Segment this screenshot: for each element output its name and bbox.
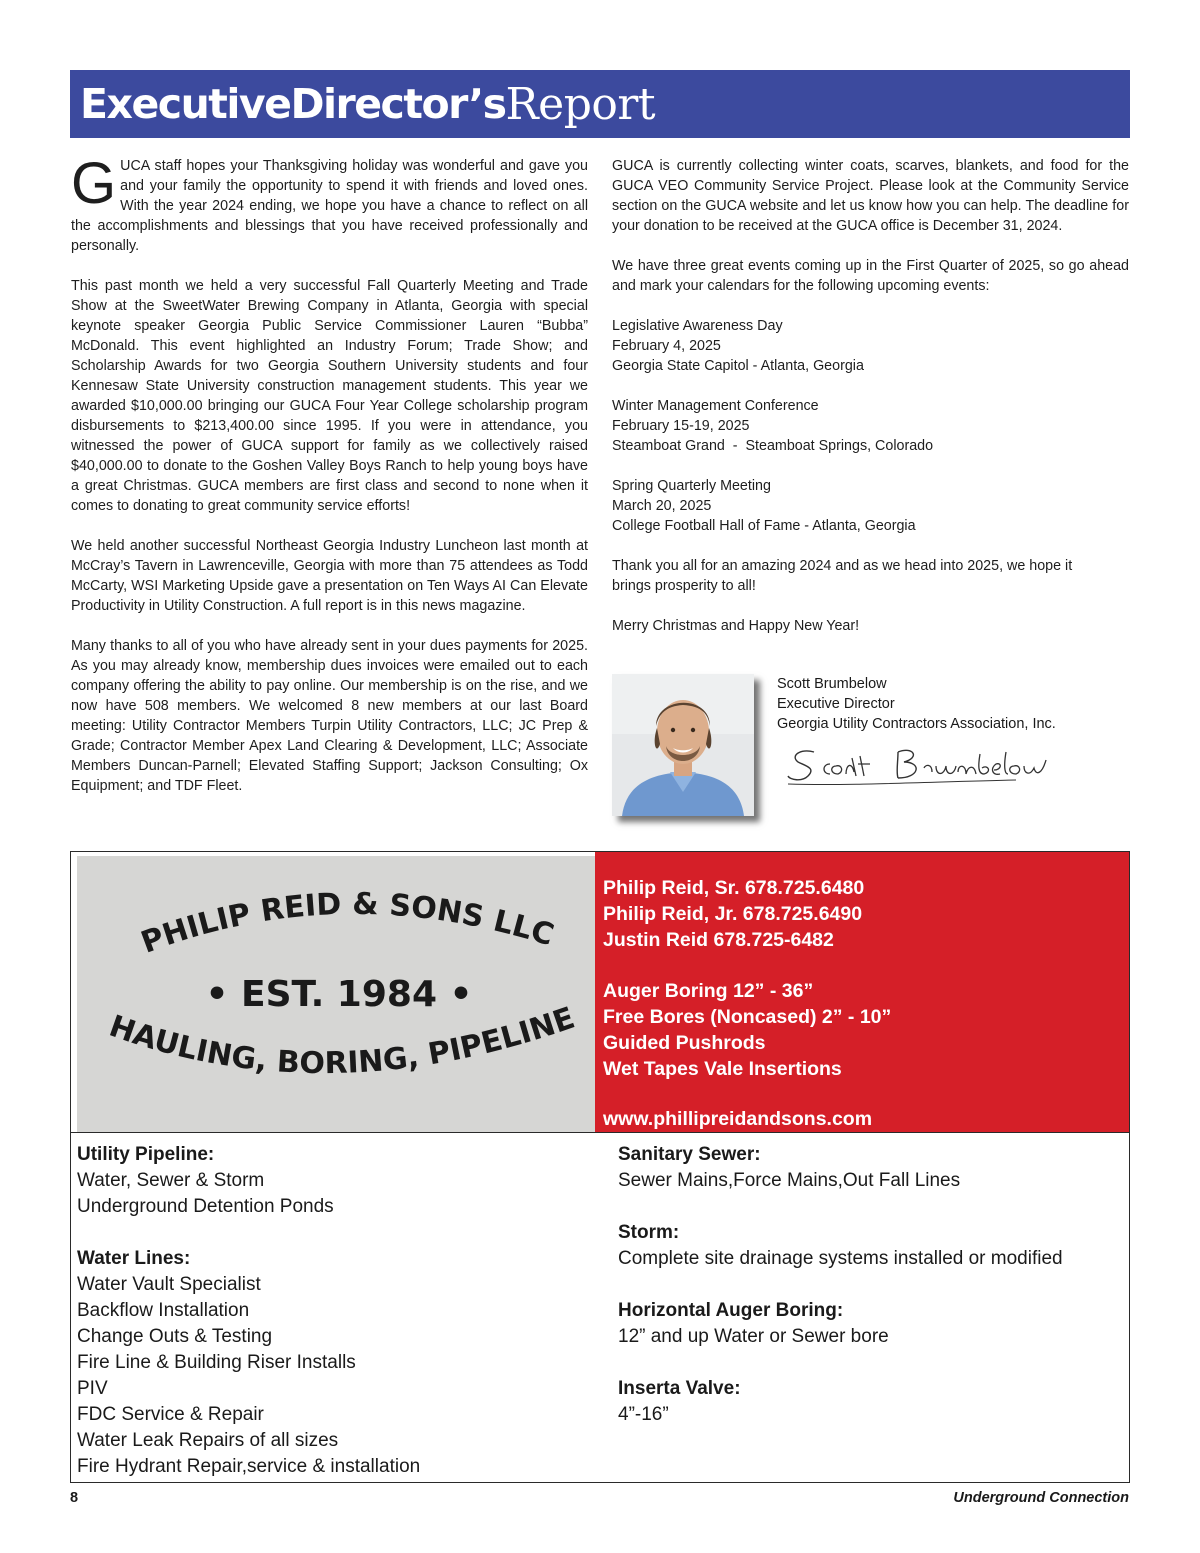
event-date: March 20, 2025	[612, 498, 712, 514]
list-item: Backflow Installation	[77, 1300, 250, 1321]
handwritten-signature	[786, 742, 1048, 788]
signer-name: Scott Brumbelow	[777, 676, 887, 692]
list-item: Change Outs & Testing	[77, 1326, 273, 1347]
service-offer: Free Bores (Noncased) 2” - 10”	[603, 1006, 892, 1028]
paragraph-fall-meeting: This past month we held a very successful Fall Quarterly Meeting and Trade Show at the SweetWater Brewing Company in Atlanta, Georgia with special keynote speaker Georgia Public Service Commissioner Lauren “Bubba” McDonald. This event highlighted an Industry Forum; Trade Show; and Scholarship Awards for two Georgia Southern University students and four Kennesaw State University construction management students. This year we awarded $10,000.00 bringing our GUCA Four Year College scholarship program disbursements to $213,400.00 since 1995. If you were in attendance, you witnessed the power of GUCA support for family as we collectively raised $40,000.00 to donate to the Goshen Valley Boys Ranch to help young boys have a great Christmas. GUCA members are first class and second to none when it comes to donating to great community service efforts!	[71, 278, 588, 514]
section-heading: Sanitary Sewer:	[618, 1144, 761, 1165]
event-item	[612, 476, 1129, 536]
services-left-list	[77, 1142, 420, 1480]
paragraph-intro: GUCA staff hopes your Thanksgiving holiday was wonderful and gave you and your family the opportunity to spend it with friends and loved ones. With the year 2024 ending, we hope you have a chance to reflect on all the accomplishments and blessings that you have received professionally and personally.	[71, 151, 588, 254]
section-heading: Horizontal Auger Boring:	[618, 1300, 844, 1321]
service-offer: Guided Pushrods	[603, 1032, 766, 1054]
list-item: Fire Hydrant Repair,service & installation	[77, 1456, 421, 1477]
page-number: 8	[70, 1490, 79, 1506]
paragraph-greeting: Merry Christmas and Happy New Year!	[612, 618, 860, 634]
drop-cap: G	[71, 151, 117, 216]
ad-divider	[71, 1132, 1129, 1133]
signer-role: Executive Director	[777, 696, 895, 712]
title-bold: ExecutiveDirector’s	[80, 80, 506, 128]
event-name: Winter Management Conference	[612, 398, 819, 414]
event-place: College Football Hall of Fame - Atlanta, Georgia	[612, 518, 916, 534]
company-logo	[77, 856, 595, 1132]
list-item: 12” and up Water or Sewer bore	[618, 1326, 889, 1347]
paragraph-dues: Many thanks to all of you who have already sent in your dues payments for 2025. As you may already know, membership dues invoices were emailed out to each company offering the ability to pay online. Our membership is on the rise, and we now have 508 members. We welcomed 8 new members at our last Board meeting: Utility Contractor Members Turpin Utility Contractors, LLC; JC Prep & Grade; Contractor Member Apex Land Clearing & Development, LLC; Associate Members Duncan-Parnell; Elevated Staffing Support; Jackson Consulting; Ox Equipment; and TDF Fleet.	[71, 638, 588, 794]
event-place: Steamboat Grand - Steamboat Springs, Colorado	[612, 438, 934, 454]
event-name: Legislative Awareness Day	[612, 318, 783, 334]
signer-organization: Georgia Utility Contractors Association, Inc.	[777, 716, 1056, 732]
svg-text:HAULING, BORING, PIPELINE: HAULING, BORING, PIPELINE	[104, 1000, 580, 1082]
list-item: Water Vault Specialist	[77, 1274, 261, 1295]
section-heading: Storm:	[618, 1222, 680, 1243]
event-name: Spring Quarterly Meeting	[612, 478, 771, 494]
philip-reid-advertisement	[70, 851, 1130, 1483]
contact-phone: Justin Reid 678.725-6482	[603, 929, 834, 951]
list-item: Water, Sewer & Storm	[77, 1170, 265, 1191]
signature-block	[777, 674, 1056, 734]
event-item	[612, 396, 1129, 456]
title-light: Report	[505, 78, 656, 130]
service-offer: Wet Tapes Vale Insertions	[603, 1058, 842, 1080]
list-item: Sewer Mains,Force Mains,Out Fall Lines	[618, 1170, 961, 1191]
director-photo	[612, 674, 754, 816]
article-right-column	[612, 156, 1129, 636]
list-item: Fire Line & Building Riser Installs	[77, 1352, 356, 1373]
svg-text:PHILIP REID & SONS LLC: PHILIP REID & SONS LLC	[136, 886, 558, 961]
paragraph-events-intro: We have three great events coming up in the First Quarter of 2025, so go ahead and mark your calendars for the following upcoming events:	[612, 258, 1129, 294]
services-right-list	[618, 1142, 1063, 1428]
event-date: February 15-19, 2025	[612, 418, 750, 434]
list-item: FDC Service & Repair	[77, 1404, 264, 1425]
list-item: PIV	[77, 1378, 108, 1399]
event-item	[612, 316, 1129, 376]
contact-phone: Philip Reid, Jr. 678.725.6490	[603, 903, 863, 925]
event-date: February 4, 2025	[612, 338, 721, 354]
list-item: 4”-16”	[618, 1404, 669, 1425]
list-item: Underground Detention Ponds	[77, 1196, 334, 1217]
paragraph-veo-project: GUCA is currently collecting winter coats, scarves, blankets, and food for the GUCA VEO Community Service Project. Please look at the Community Service section on the GUCA website and let us know how you can help. The deadline for your donation to be received at the GUCA office is December 31, 2024.	[612, 158, 1129, 234]
service-offer: Auger Boring 12” - 36”	[603, 980, 814, 1002]
section-heading: Utility Pipeline:	[77, 1144, 215, 1165]
paragraph-luncheon: We held another successful Northeast Georgia Industry Luncheon last month at McCray’s Tavern in Lawrenceville, Georgia with more than 75 attendees as Todd McCarty, WSI Marketing Upside gave a presentation on Ten Ways AI Can Elevate Productivity in Utility Construction. A full report is in this news magazine.	[71, 538, 588, 614]
list-item: Complete site drainage systems installed or modified	[618, 1248, 1063, 1269]
contact-panel	[595, 852, 1129, 1132]
paragraph-thanks: Thank you all for an amazing 2024 and as we head into 2025, we hope it brings prosperity to all!	[612, 558, 1073, 594]
article-left-column	[71, 151, 588, 796]
website-link[interactable]: www.phillipreidandsons.com	[603, 1108, 873, 1130]
section-heading: Water Lines:	[77, 1248, 191, 1269]
svg-text:• EST. 1984 •: • EST. 1984 •	[205, 974, 473, 1015]
event-place: Georgia State Capitol - Atlanta, Georgia	[612, 358, 864, 374]
report-title-banner	[70, 70, 1130, 138]
publication-name: Underground Connection	[953, 1490, 1129, 1506]
section-heading: Inserta Valve:	[618, 1378, 741, 1399]
list-item: Water Leak Repairs of all sizes	[77, 1430, 339, 1451]
contact-phone: Philip Reid, Sr. 678.725.6480	[603, 877, 865, 899]
